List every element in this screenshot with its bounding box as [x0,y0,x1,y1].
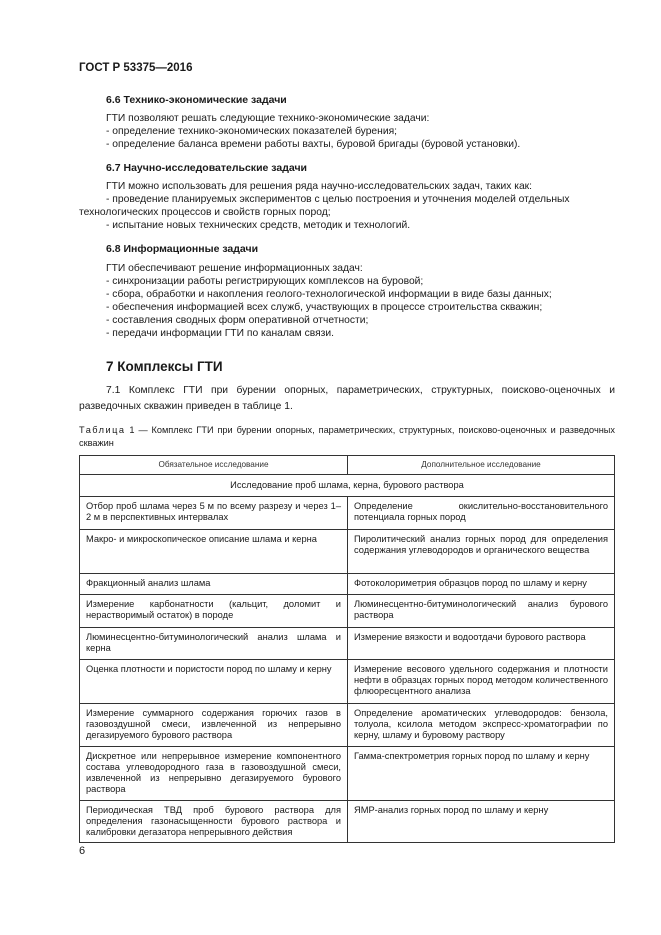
s67-line-1: - проведение планируемых экспериментов с целью построения и уточнения моделей отдельных [106,194,570,205]
span-row-cell: Исследование проб шлама, керна, бурового раствора [80,475,615,497]
table-cell: Фракционный анализ шлама [80,574,348,595]
header-additional: Дополнительное исследование [348,456,615,475]
table-row [80,746,615,800]
table-cell: Определение окислительно-восстановительного потенциала горных пород [348,497,615,530]
s68-line-0: ГТИ обеспечивают решение информационных задач: [106,263,363,274]
table-cell: Дискретное или непрерывное измерение компонентного состава углеводородного газа в газовоздушной смеси, извлеченной из непрерывно дегазируемого бурового раствора [80,746,348,800]
s67-line-3: - испытание новых технических средств, методик и технологий. [106,220,411,231]
table-row [80,703,615,746]
table-cell: Периодическая ТВД проб бурового раствора для определения газонасыщенности бурового раствора и калибровки дегазатора непрерывного действия [80,800,348,843]
table-cell: Пиролитический анализ горных пород для определения содержания углеводородов и органического вещества [348,530,615,574]
table-cell: Измерение суммарного содержания горючих газов в газовоздушной смеси, извлеченной из непрерывно дегазируемого бурового раствора [80,703,348,746]
table-row [80,530,615,574]
s68-line-5: - передачи информации ГТИ по каналам связи. [106,328,334,339]
page-number: 6 [79,845,86,857]
table-row [80,628,615,659]
table-cell: Отбор проб шлама через 5 м по всему разрезу и через 1–2 м в перспективных интервалах [80,497,348,530]
header-mandatory: Обязательное исследование [80,456,348,475]
s66-line-1: - определение технико-экономических показателей бурения; [106,126,398,137]
table-cell: Измерение карбонатности (кальцит, доломит и нерастворимый остаток) в породе [80,595,348,628]
table-row [80,659,615,703]
table-caption [79,424,615,449]
table-row [80,595,615,628]
s66-line-2: - определение баланса времени работы вахты, буровой бригады (буровой установки). [106,139,521,150]
table-span-row [80,475,615,497]
s67-line-0: ГТИ можно использовать для решения ряда научно-исследовательских задач, таких как: [106,181,533,192]
section-6-8-title: 6.8 Информационные задачи [106,243,259,255]
table-cell: Люминесцентно-битуминологический анализ шлама и керна [80,628,348,659]
table-row [80,574,615,595]
s68-line-2: - сбора, обработки и накопления геолого-технологической информации в виде базы данных; [106,289,552,300]
table-cell: Фотоколориметрия образцов пород по шламу и керну [348,574,615,595]
s68-line-1: - синхронизации работы регистрирующих комплексов на буровой; [106,276,424,287]
s68-line-4: - составления сводных форм оперативной отчетности; [106,315,369,326]
table-row [80,497,615,530]
section-6-6-title: 6.6 Технико-экономические задачи [106,94,287,106]
table-cell: Измерение вязкости и водоотдачи бурового раствора [348,628,615,659]
s66-line-0: ГТИ позволяют решать следующие технико-экономические задачи: [106,113,430,124]
table-cell: Макро- и микроскопическое описание шлама и керна [80,530,348,574]
caption-text: 1 — Комплекс ГТИ при бурении опорных, параметрических, структурных, поисково-оценочных и разведочных скважин [79,425,615,448]
table-cell: Оценка плотности и пористости пород по шламу и керну [80,659,348,703]
caption-prefix: Таблица [79,425,126,435]
standard-header: ГОСТ Р 53375—2016 [79,62,193,74]
section-7-1-paragraph: 7.1 Комплекс ГТИ при бурении опорных, параметрических, структурных, поисково-оценочных и разведочных скважин приведен в таблице 1. [79,385,615,412]
s68-line-3: - обеспечения информацией всех служб, участвующих в процессе строительства скважин; [106,302,543,313]
table-cell: Гамма-спектрометрия горных пород по шламу и керну [348,746,615,800]
table-cell: Определение ароматических углеводородов: бензола, толуола, ксилола методом экспресс-хроматографии по керну, шламу и буровому раствору [348,703,615,746]
table-cell: Люминесцентно-битуминологический анализ бурового раствора [348,595,615,628]
section-7-title: 7 Комплексы ГТИ [106,359,223,374]
table-header-row [80,456,615,475]
s67-line-2: технологических процессов и свойств горных пород; [79,207,331,218]
table-1 [79,455,615,843]
section-6-7-title: 6.7 Научно-исследовательские задачи [106,162,307,174]
table-cell: Измерение весового удельного содержания и плотности нефти в образцах горных пород методом количественного флюоресцентного анализа [348,659,615,703]
table-cell: ЯМР-анализ горных пород по шламу и керну [348,800,615,843]
table-row [80,800,615,843]
